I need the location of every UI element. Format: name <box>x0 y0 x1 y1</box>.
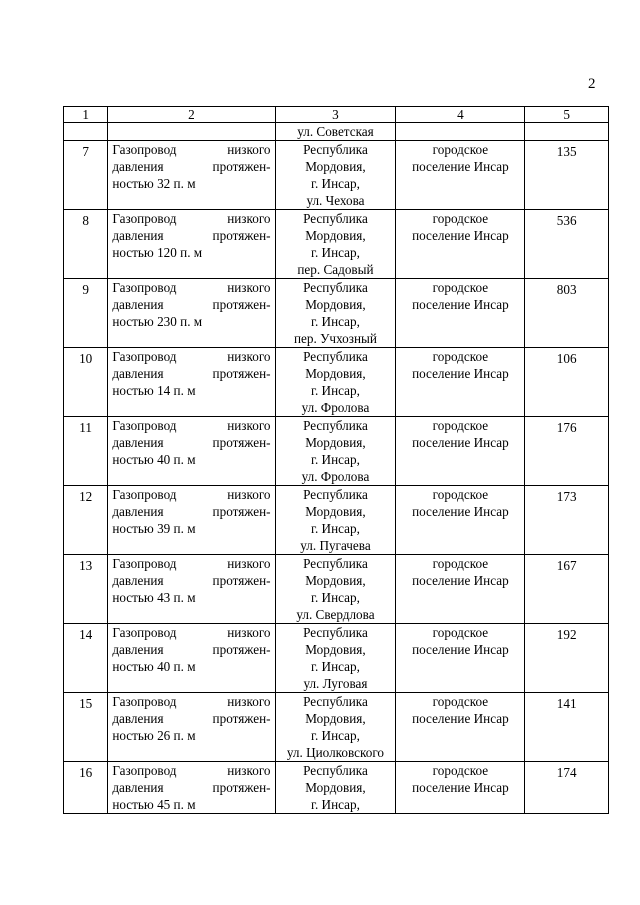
value: 174 <box>556 765 577 780</box>
table-row <box>64 210 609 279</box>
value-cell <box>525 348 609 417</box>
row-number: 11 <box>79 420 92 435</box>
address-line: ул. Чехова <box>306 193 365 208</box>
address-line: г. Инсар, <box>311 659 360 674</box>
value: 141 <box>556 696 577 711</box>
address-line: г. Инсар, <box>311 383 360 398</box>
object-name-cell <box>108 348 275 417</box>
object-name-line: давления протяжен- <box>112 435 271 450</box>
address-cell <box>275 141 396 210</box>
row-number-cell <box>64 624 108 693</box>
row-number-cell <box>64 141 108 210</box>
value-cell <box>525 486 609 555</box>
address-line: Республика <box>303 142 368 157</box>
object-name-cell <box>108 141 275 210</box>
address-cell <box>275 693 396 762</box>
address-line: Республика <box>303 211 368 226</box>
value-cell <box>525 141 609 210</box>
address-cell <box>275 279 396 348</box>
address-line: Мордовия, <box>305 504 366 519</box>
object-name-line: Газопровод низкого <box>112 349 271 364</box>
row-number-cell <box>64 417 108 486</box>
settlement-line: городское <box>432 211 489 226</box>
settlement-line: поселение Инсар <box>412 711 509 726</box>
settlement-line: поселение Инсар <box>412 780 509 795</box>
object-name-line: ностью 32 п. м <box>112 176 196 191</box>
row-number: 14 <box>79 627 93 642</box>
value: 803 <box>556 282 577 297</box>
value-cell <box>525 555 609 624</box>
object-name-line: ностью 14 п. м <box>112 383 196 398</box>
address-line: Республика <box>303 763 368 778</box>
settlement-line: городское <box>432 556 489 571</box>
settlement-line: поселение Инсар <box>412 642 509 657</box>
row-number: 12 <box>79 489 93 504</box>
address-line: Республика <box>303 349 368 364</box>
address-cell <box>275 762 396 814</box>
value: 192 <box>556 627 577 642</box>
address-cell <box>275 210 396 279</box>
object-name-cell <box>108 210 275 279</box>
row-number-cell <box>64 279 108 348</box>
address-line: г. Инсар, <box>311 314 360 329</box>
settlement-line: поселение Инсар <box>412 297 509 312</box>
address-line: Республика <box>303 418 368 433</box>
continuation-row <box>64 123 609 141</box>
address-line: Мордовия, <box>305 573 366 588</box>
address-line: г. Инсар, <box>311 176 360 191</box>
object-name-line: ностью 40 п. м <box>112 452 196 467</box>
object-name-line: давления протяжен- <box>112 228 271 243</box>
row-number-cell <box>64 210 108 279</box>
object-name-cell <box>108 486 275 555</box>
address-line: Мордовия, <box>305 228 366 243</box>
settlement-line: городское <box>432 625 489 640</box>
object-name-cell <box>108 762 275 814</box>
value: 173 <box>556 489 577 504</box>
address-line: г. Инсар, <box>311 452 360 467</box>
table-row <box>64 141 609 210</box>
column-number: 2 <box>108 107 275 123</box>
settlement-cell <box>396 693 525 762</box>
settlement-line: городское <box>432 694 489 709</box>
address-line: Мордовия, <box>305 711 366 726</box>
value-cell <box>525 279 609 348</box>
settlement-line: поселение Инсар <box>412 366 509 381</box>
address-line: Мордовия, <box>305 780 366 795</box>
row-number-cell <box>64 762 108 814</box>
object-name-line: ностью 45 п. м <box>112 797 196 812</box>
value: 176 <box>556 420 577 435</box>
address-cell <box>275 417 396 486</box>
empty-cell <box>525 123 609 141</box>
settlement-cell <box>396 555 525 624</box>
settlement-cell <box>396 348 525 417</box>
table-row <box>64 693 609 762</box>
object-name-line: Газопровод низкого <box>112 694 271 709</box>
settlement-line: поселение Инсар <box>412 435 509 450</box>
object-name-line: ностью 120 п. м <box>112 245 203 260</box>
address-line: Республика <box>303 280 368 295</box>
address-line: ул. Свердлова <box>296 607 375 622</box>
object-name-line: Газопровод низкого <box>112 142 271 157</box>
settlement-cell <box>396 762 525 814</box>
settlement-line: городское <box>432 418 489 433</box>
address-line: ул. Фролова <box>301 400 370 415</box>
object-name-cell <box>108 555 275 624</box>
value-cell <box>525 624 609 693</box>
object-name-line: давления протяжен- <box>112 297 271 312</box>
address-cell <box>275 624 396 693</box>
address-line: г. Инсар, <box>311 590 360 605</box>
row-number: 15 <box>79 696 93 711</box>
empty-cell <box>64 123 108 141</box>
address-line: ул. Фролова <box>301 469 370 484</box>
table-row <box>64 486 609 555</box>
address-line: Республика <box>303 694 368 709</box>
address-line: Мордовия, <box>305 642 366 657</box>
address-line: Мордовия, <box>305 159 366 174</box>
settlement-cell <box>396 141 525 210</box>
value-cell <box>525 417 609 486</box>
table-row <box>64 555 609 624</box>
row-number-cell <box>64 486 108 555</box>
object-name-line: Газопровод низкого <box>112 418 271 433</box>
column-number-row <box>64 107 609 123</box>
row-number: 8 <box>82 213 89 228</box>
address-line: г. Инсар, <box>311 245 360 260</box>
object-name-line: давления протяжен- <box>112 642 271 657</box>
page-number: 2 <box>588 76 596 92</box>
object-name-line: давления протяжен- <box>112 573 271 588</box>
address-cell: ул. Советская <box>275 123 396 141</box>
settlement-cell <box>396 417 525 486</box>
empty-cell <box>396 123 525 141</box>
value: 135 <box>556 144 577 159</box>
row-number: 13 <box>79 558 93 573</box>
object-name-line: давления протяжен- <box>112 711 271 726</box>
object-name-cell <box>108 279 275 348</box>
row-number-cell <box>64 555 108 624</box>
table-row <box>64 279 609 348</box>
object-name-line: Газопровод низкого <box>112 211 271 226</box>
value-cell <box>525 762 609 814</box>
address-cell <box>275 486 396 555</box>
settlement-line: поселение Инсар <box>412 159 509 174</box>
object-name-line: ностью 26 п. м <box>112 728 196 743</box>
settlement-line: городское <box>432 349 489 364</box>
address-line: Республика <box>303 556 368 571</box>
value: 106 <box>556 351 577 366</box>
settlement-line: городское <box>432 142 489 157</box>
object-name-line: ностью 40 п. м <box>112 659 196 674</box>
value-cell <box>525 210 609 279</box>
object-name-cell <box>108 624 275 693</box>
object-name-line: давления протяжен- <box>112 366 271 381</box>
settlement-line: городское <box>432 487 489 502</box>
value: 167 <box>556 558 577 573</box>
address-line: пер. Учхозный <box>294 331 377 346</box>
object-name-line: ностью 230 п. м <box>112 314 203 329</box>
object-name-line: Газопровод низкого <box>112 487 271 502</box>
object-name-line: Газопровод низкого <box>112 556 271 571</box>
object-name-line: давления протяжен- <box>112 504 271 519</box>
address-line: ул. Циолковского <box>286 745 385 760</box>
row-number: 7 <box>82 144 89 159</box>
column-number: 4 <box>396 107 525 123</box>
row-number-cell <box>64 348 108 417</box>
value: 536 <box>556 213 577 228</box>
address-line: ул. Луговая <box>303 676 368 691</box>
table-row <box>64 348 609 417</box>
address-line: пер. Садовый <box>297 262 374 277</box>
settlement-line: поселение Инсар <box>412 504 509 519</box>
settlement-cell <box>396 486 525 555</box>
address-line: г. Инсар, <box>311 521 360 536</box>
column-number: 5 <box>525 107 609 123</box>
address-line: Мордовия, <box>305 435 366 450</box>
object-name-line: Газопровод низкого <box>112 625 271 640</box>
settlement-cell <box>396 279 525 348</box>
object-name-cell <box>108 417 275 486</box>
address-line: г. Инсар, <box>311 797 360 812</box>
address-line: Мордовия, <box>305 297 366 312</box>
property-table <box>63 106 609 814</box>
empty-cell <box>108 123 275 141</box>
object-name-line: давления протяжен- <box>112 159 271 174</box>
table-row <box>64 417 609 486</box>
address-cell <box>275 348 396 417</box>
table-row <box>64 624 609 693</box>
address-line: ул. Пугачева <box>300 538 371 553</box>
table-row <box>64 762 609 814</box>
object-name-line: ностью 43 п. м <box>112 590 196 605</box>
object-name-line: давления протяжен- <box>112 780 271 795</box>
settlement-line: поселение Инсар <box>412 573 509 588</box>
settlement-line: городское <box>432 763 489 778</box>
column-number: 3 <box>275 107 396 123</box>
object-name-line: ностью 39 п. м <box>112 521 196 536</box>
row-number-cell <box>64 693 108 762</box>
address-line: г. Инсар, <box>311 728 360 743</box>
row-number: 16 <box>79 765 93 780</box>
value-cell <box>525 693 609 762</box>
settlement-cell <box>396 624 525 693</box>
address-line: Республика <box>303 625 368 640</box>
row-number: 9 <box>82 282 89 297</box>
column-number: 1 <box>64 107 108 123</box>
address-line: Республика <box>303 487 368 502</box>
row-number: 10 <box>79 351 93 366</box>
object-name-line: Газопровод низкого <box>112 763 271 778</box>
settlement-line: поселение Инсар <box>412 228 509 243</box>
address-cell <box>275 555 396 624</box>
object-name-cell <box>108 693 275 762</box>
settlement-cell <box>396 210 525 279</box>
settlement-line: городское <box>432 280 489 295</box>
address-line: Мордовия, <box>305 366 366 381</box>
object-name-line: Газопровод низкого <box>112 280 271 295</box>
